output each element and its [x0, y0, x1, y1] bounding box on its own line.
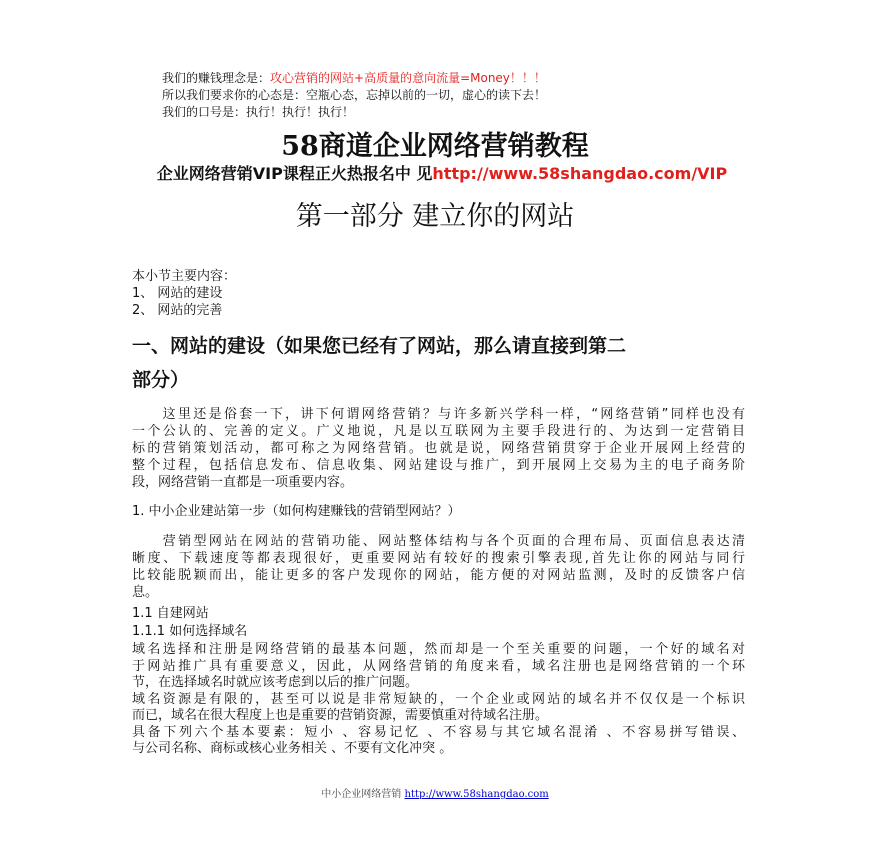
summary-item: 2、 网站的完善 — [132, 303, 223, 318]
vip-link[interactable]: http://www.58shangdao.com/VIP — [432, 164, 728, 183]
intro-line-1: 我们的赚钱理念是：攻心营销的网站+高质量的意向流量=Money！！！ — [162, 71, 546, 85]
paragraph-marketing-site: 营销型网站在网站的营销功能、网站整体结构与各个页面的合理布局、页面信息表达清 晰度、下载速度等都表现很好，更重要网站有较好的搜索引擎表现,首先让你的网站与同行 比较能脱颖而出，能让更多的客户发现你的网站，能方便的对网站监测，及时的反馈客户信 息。 — [132, 534, 745, 600]
subtitle: 企业网络营销VIP课程正火热报名中 见http://www.58shangdao.com/VIP — [156, 164, 728, 183]
intro-line-2: 所以我们要求你的心态是：空瓶心态，忘掉以前的一切，虚心的读下去！ — [162, 88, 547, 102]
summary — [132, 268, 236, 319]
footer-link[interactable]: http://www.58shangdao.com — [404, 789, 549, 800]
page-footer: 中小企业网络营销 http://www.58shangdao.com — [321, 789, 549, 800]
part-title: 第一部分 建立你的网站 — [295, 201, 575, 232]
document-title: 58商道企业网络营销教程 — [281, 131, 589, 162]
summary-label: 本小节主要内容： — [132, 269, 237, 284]
section-heading: 一、网站的建设（如果您已经有了网站，那么请直接到第二 部分） — [132, 335, 627, 391]
subsection-1-1: 1.1 自建网站 — [132, 606, 209, 621]
paragraph-domain: 域名选择和注册是网络营销的最基本问题，然而却是一个至关重要的问题，一个好的域名对 于网站推广具有重要意义，因此，从网络营销的角度来看，域名注册也是网络营销的一个环 节，在选择域名时就应该考虑到以后的推广问题。 域名资源是有限的，甚至可以说是非常短缺的，一个企业或网站的域名并不仅仅是一个标识 而已，域名在很大程度上也是重要的营销资源，需要慎重对待域名注册。 具备下列六个基本要素：短小 、容易记忆 、不容易与其它域名混淆 、不容易拼写错误、 与公司名称、商标或核心业务相关 、不要有文化冲突 。 — [132, 642, 745, 756]
step-heading: 1. 中小企业建站第一步（如何构建赚钱的营销型网站？） — [132, 504, 461, 519]
intro-block — [162, 70, 546, 121]
summary-item: 1、 网站的建设 — [132, 286, 223, 301]
subsection-headings — [132, 605, 247, 641]
paragraph-definition: 这里还是俗套一下，讲下何谓网络营销？与许多新兴学科一样，“网络营销”同样也没有 一个公认的、完善的定义。广义地说，凡是以互联网为主要手段进行的、为达到一定营销目 标的营销策划活动，都可称之为网络营销。也就是说，网络营销贯穿于企业开展网上经营的 整个过程，包括信息发布、信息收集、网站建设与推广，到开展网上交易为主的电子商务阶 段，网络营销一直都是一项重要内容。 — [132, 407, 745, 490]
intro-line-3: 我们的口号是：执行！执行！执行！ — [162, 105, 355, 119]
subsection-1-1-1: 1.1.1 如何选择域名 — [132, 624, 248, 639]
money-formula: 攻心营销的网站+高质量的意向流量=Money！！！ — [270, 71, 546, 85]
